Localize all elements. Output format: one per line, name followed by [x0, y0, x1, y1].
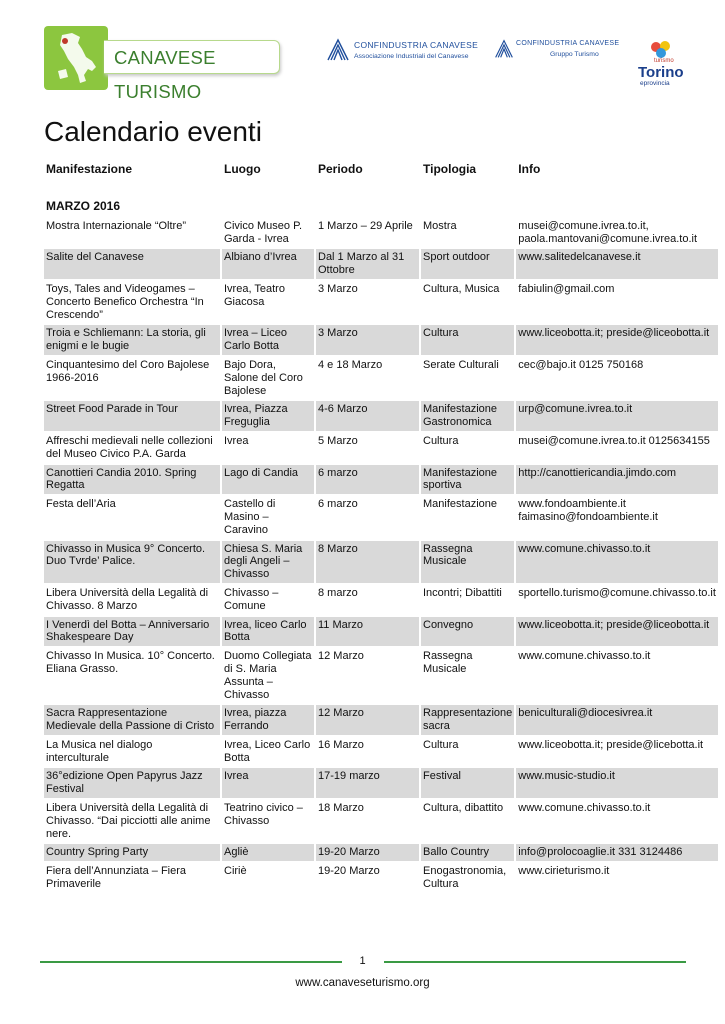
- event-place: Albiano d’Ivrea: [222, 249, 314, 279]
- event-type: Cultura: [421, 325, 514, 355]
- event-info: www.salitedelcanavese.it: [516, 249, 718, 279]
- event-name: Fiera dell’Annunziata – Fiera Primaverile: [46, 865, 187, 891]
- table-row: [44, 585, 718, 615]
- italy-map-icon: [44, 26, 108, 90]
- event-info: fabiulin@gmail.com: [518, 282, 615, 295]
- event-type: Serate Culturali: [423, 358, 499, 371]
- table-row: [44, 357, 718, 399]
- event-period: 18 Marzo: [318, 802, 364, 815]
- event-type: Cultura, dibattito: [423, 802, 504, 815]
- column-header-place: Luogo: [224, 162, 261, 176]
- event-type: Enogastronomia, Cultura: [423, 865, 507, 891]
- event-period: 6 marzo: [318, 498, 358, 511]
- event-info: www.liceobotta.it; preside@licebotta.it: [518, 738, 704, 751]
- column-header-info: Info: [518, 162, 541, 176]
- month-row: [44, 198, 718, 216]
- event-name: Libera Università della Legalità di Chivasso. 8 Marzo: [46, 586, 209, 612]
- event-info: sportello.turismo@comune.chivasso.to.it: [518, 586, 716, 599]
- event-period: 5 Marzo: [318, 434, 358, 447]
- event-type: Sport outdoor: [421, 249, 514, 279]
- event-place: Ivrea: [224, 434, 249, 447]
- table-row: [44, 737, 718, 767]
- event-info: www.cirieturismo.it: [518, 865, 610, 878]
- table-row: [44, 800, 718, 842]
- event-info: www.comune.chivasso.to.it: [518, 650, 651, 663]
- page-header: [0, 0, 725, 110]
- event-name: Affreschi medievali nelle collezioni del Museo Civico P.A. Garda: [46, 434, 213, 460]
- torino-name: Torino: [638, 64, 684, 81]
- event-name: Chivasso In Musica. 10° Concerto. Eliana Grasso.: [46, 650, 215, 675]
- partner-name: CONFINDUSTRIA CANAVESE: [354, 40, 479, 50]
- column-header-type: Tipologia: [423, 162, 477, 176]
- event-info: http://canottiericandia.jimdo.com: [516, 465, 718, 495]
- event-place: Agliè: [222, 844, 314, 861]
- event-place: Ivrea, Teatro Giacosa: [224, 282, 285, 308]
- event-name: Troia e Schliemann: La storia, gli enigmi e le bugie: [44, 325, 220, 355]
- event-name: Libera Università della Legalità di Chivasso. “Dai picciotti alle anime nere.: [46, 802, 211, 840]
- events-table: [42, 158, 720, 895]
- event-info: beniculturali@diocesivrea.it: [516, 705, 718, 735]
- table-header-row: [44, 160, 718, 196]
- event-place: Chiesa S. Maria degli Angeli – Chivasso: [222, 541, 314, 583]
- event-name: Mostra Internazionale “Oltre”: [46, 219, 186, 232]
- month-label: MARZO 2016: [46, 199, 121, 213]
- event-type: Rassegna Musicale: [421, 541, 514, 583]
- event-info: www.fondoambiente.it faimasino@fondoambiente.it: [518, 498, 658, 523]
- table-row: [44, 541, 718, 583]
- event-place: Ivrea: [222, 768, 314, 798]
- event-type: Rappresentazione sacra: [421, 705, 514, 735]
- event-name: Street Food Parade in Tour: [44, 401, 220, 431]
- event-name: Canottieri Candia 2010. Spring Regatta: [44, 465, 220, 495]
- event-info: info@prolocoaglie.it 331 3124486: [516, 844, 718, 861]
- torino-tagline: turismo: [654, 58, 674, 64]
- event-place: Chivasso – Comune: [224, 586, 279, 612]
- event-place: Bajo Dora, Salone del Coro Bajolese: [224, 358, 303, 397]
- event-period: 3 Marzo: [318, 282, 358, 295]
- canavese-turismo-logo: [44, 26, 282, 102]
- table-row: [44, 648, 718, 703]
- table-row: [44, 617, 718, 647]
- event-type: Mostra: [423, 219, 457, 232]
- partner-name: CONFINDUSTRIA CANAVESE: [516, 40, 620, 47]
- event-place: Ivrea, piazza Ferrando: [222, 705, 314, 735]
- event-type: Manifestazione sportiva: [421, 465, 514, 495]
- event-info: urp@comune.ivrea.to.it: [516, 401, 718, 431]
- balloon-icon: [650, 40, 672, 60]
- table-row: [44, 433, 718, 463]
- event-period: 8 marzo: [318, 586, 358, 599]
- event-type: Cultura: [423, 434, 459, 447]
- event-name: Toys, Tales and Videogames – Concerto Benefico Orchestra “In Crescendo”: [46, 282, 204, 321]
- table-row: [44, 705, 718, 735]
- event-type: Incontri; Dibattiti: [423, 586, 502, 599]
- event-name: 36°edizione Open Papyrus Jazz Festival: [44, 768, 220, 798]
- event-type: Festival: [421, 768, 514, 798]
- event-period: 8 Marzo: [316, 541, 419, 583]
- event-period: 6 marzo: [316, 465, 419, 495]
- event-name: Festa dell’Aria: [46, 498, 116, 511]
- event-place: Teatrino civico – Chivasso: [224, 802, 303, 827]
- event-place: Civico Museo P. Garda - Ivrea: [224, 219, 303, 245]
- event-name: Salite del Canavese: [44, 249, 220, 279]
- event-period: 19-20 Marzo: [318, 865, 380, 878]
- event-place: Ciriè: [224, 865, 247, 878]
- event-name: Cinquantesimo del Coro Bajolese 1966-2016: [46, 358, 210, 384]
- table-row: [44, 325, 718, 355]
- footer-url: www.canaveseturismo.org: [295, 977, 430, 989]
- table-row: [44, 218, 718, 248]
- table-row: [44, 249, 718, 279]
- confindustria-mark-icon: [494, 38, 514, 60]
- event-info: musei@comune.ivrea.to.it, paola.mantovani@comune.ivrea.to.it: [518, 219, 698, 245]
- event-name: La Musica nel dialogo interculturale: [46, 738, 153, 764]
- page-title: Calendario eventi: [44, 116, 262, 147]
- event-place: Ivrea – Liceo Carlo Botta: [222, 325, 314, 355]
- event-type: Cultura, Musica: [423, 282, 500, 295]
- event-info: www.liceobotta.it; preside@liceobotta.it: [516, 617, 718, 647]
- event-info: www.liceobotta.it; preside@liceobotta.it: [516, 325, 718, 355]
- table-row: [44, 401, 718, 431]
- event-period: 16 Marzo: [318, 738, 364, 751]
- event-period: 17-19 marzo: [316, 768, 419, 798]
- partner-subtitle: Gruppo Turismo: [550, 51, 599, 58]
- event-period: 1 Marzo – 29 Aprile: [318, 219, 413, 232]
- event-type: Ballo Country: [421, 844, 514, 861]
- column-header-event: Manifestazione: [46, 162, 133, 176]
- table-row: [44, 768, 718, 798]
- event-name: I Venerdì del Botta – Anniversario Shakespeare Day: [44, 617, 220, 647]
- event-period: 12 Marzo: [318, 650, 364, 663]
- event-period: 4-6 Marzo: [316, 401, 419, 431]
- event-type: Convegno: [421, 617, 514, 647]
- event-period: 3 Marzo: [316, 325, 419, 355]
- event-type: Rassegna Musicale: [423, 650, 473, 675]
- event-period: Dal 1 Marzo al 31 Ottobre: [316, 249, 419, 279]
- event-info: www.comune.chivasso.to.it: [516, 541, 718, 583]
- table-row: [44, 863, 718, 893]
- table-row: [44, 465, 718, 495]
- partner-subtitle: Associazione Industriali del Canavese: [354, 53, 469, 60]
- event-place: Ivrea, Liceo Carlo Botta: [224, 738, 311, 764]
- event-info: cec@bajo.it 0125 750168: [518, 358, 644, 371]
- torino-province: eprovincia: [640, 80, 670, 87]
- event-period: 11 Marzo: [316, 617, 419, 647]
- column-header-period: Periodo: [318, 162, 363, 176]
- event-type: Cultura: [423, 738, 459, 751]
- event-type: Manifestazione Gastronomica: [421, 401, 514, 431]
- table-row: [44, 281, 718, 323]
- event-period: 4 e 18 Marzo: [318, 358, 383, 371]
- event-info: www.music-studio.it: [516, 768, 718, 798]
- turismo-torino-logo: [636, 40, 686, 90]
- table-row: [44, 496, 718, 538]
- event-type: Manifestazione: [423, 498, 497, 511]
- event-name: Country Spring Party: [44, 844, 220, 861]
- confindustria-mark-icon: [326, 38, 350, 62]
- event-place: Lago di Candia: [222, 465, 314, 495]
- event-name: Chivasso in Musica 9° Concerto. Duo Tvrde’ Palice.: [44, 541, 220, 583]
- event-name: Sacra Rappresentazione Medievale della Passione di Cristo: [44, 705, 220, 735]
- page-number: 1: [359, 955, 366, 967]
- event-place: Ivrea, liceo Carlo Botta: [222, 617, 314, 647]
- event-place: Castello di Masino – Caravino: [224, 498, 276, 536]
- event-place: Ivrea, Piazza Freguglia: [222, 401, 314, 431]
- brand-name: CANAVESE TURISMO: [104, 40, 280, 74]
- table-row: [44, 844, 718, 861]
- event-place: Duomo Collegiata di S. Maria Assunta – Chivasso: [224, 650, 312, 701]
- event-info: musei@comune.ivrea.to.it 0125634155: [518, 434, 710, 447]
- event-period: 19-20 Marzo: [316, 844, 419, 861]
- event-info: www.comune.chivasso.to.it: [518, 802, 651, 815]
- event-period: 12 Marzo: [316, 705, 419, 735]
